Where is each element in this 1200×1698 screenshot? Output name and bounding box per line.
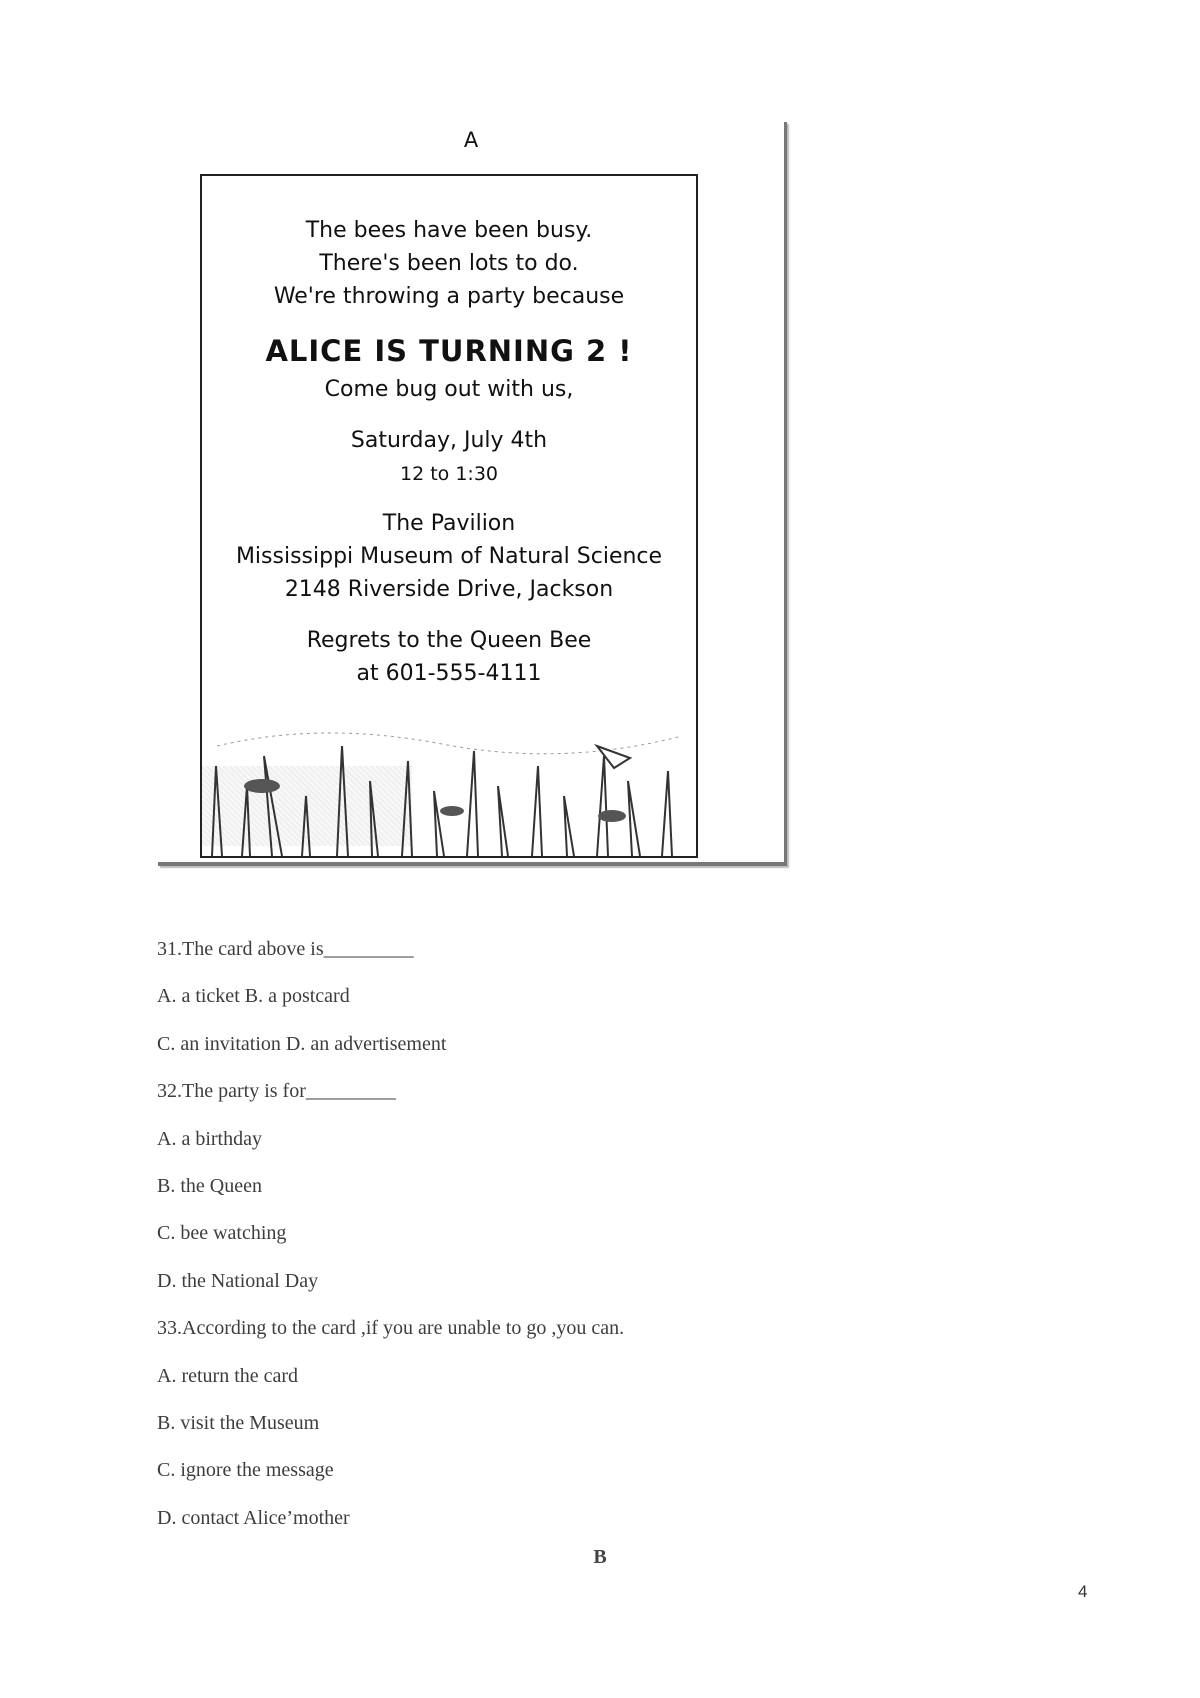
card-address: 2148 Riverside Drive, Jackson — [284, 577, 614, 602]
section-label-a: A — [463, 128, 479, 152]
option-line: A. return the card — [157, 1364, 299, 1387]
option-line: D. the National Day — [157, 1269, 319, 1292]
card-line-3: We're throwing a party because — [273, 284, 625, 309]
invitation-card — [200, 174, 698, 858]
card-venue: The Pavilion — [382, 511, 516, 536]
grass-scenery-illustration — [202, 726, 696, 856]
option-line: A. a birthday — [157, 1127, 262, 1150]
section-label-b: B — [593, 1546, 607, 1568]
card-time: 12 to 1:30 — [400, 463, 498, 485]
card-line-2: There's been lots to do. — [319, 251, 579, 276]
question-32: 32.The party is for_________ — [157, 1080, 396, 1103]
option-line: B. the Queen — [157, 1174, 262, 1197]
card-text — [202, 214, 696, 690]
card-museum: Mississippi Museum of Natural Science — [235, 544, 663, 569]
option-line: B. visit the Museum — [157, 1411, 320, 1434]
card-regrets: Regrets to the Queen Bee — [306, 628, 592, 653]
question-31: 31.The card above is_________ — [157, 938, 414, 960]
card-phone: at 601-555-4111 — [356, 661, 542, 686]
invitation-figure — [158, 122, 787, 866]
card-date: Saturday, July 4th — [350, 428, 548, 453]
page-number: 4 — [1078, 1582, 1088, 1601]
option-line: C. an invitation D. an advertisement — [157, 1032, 447, 1055]
card-line-1: The bees have been busy. — [305, 218, 593, 243]
option-line: A. a ticket B. a postcard — [157, 985, 350, 1008]
option-line: D. contact Alice’mother — [157, 1506, 350, 1529]
card-line-5: Come bug out with us, — [324, 377, 574, 402]
card-headline: ALICE IS TURNING 2 ! — [265, 334, 633, 368]
option-line: C. ignore the message — [157, 1459, 334, 1482]
option-line: C. bee watching — [157, 1222, 287, 1245]
question-section — [157, 926, 1057, 1542]
question-33: 33.According to the card ,if you are unable to go ,you can. — [157, 1317, 625, 1340]
